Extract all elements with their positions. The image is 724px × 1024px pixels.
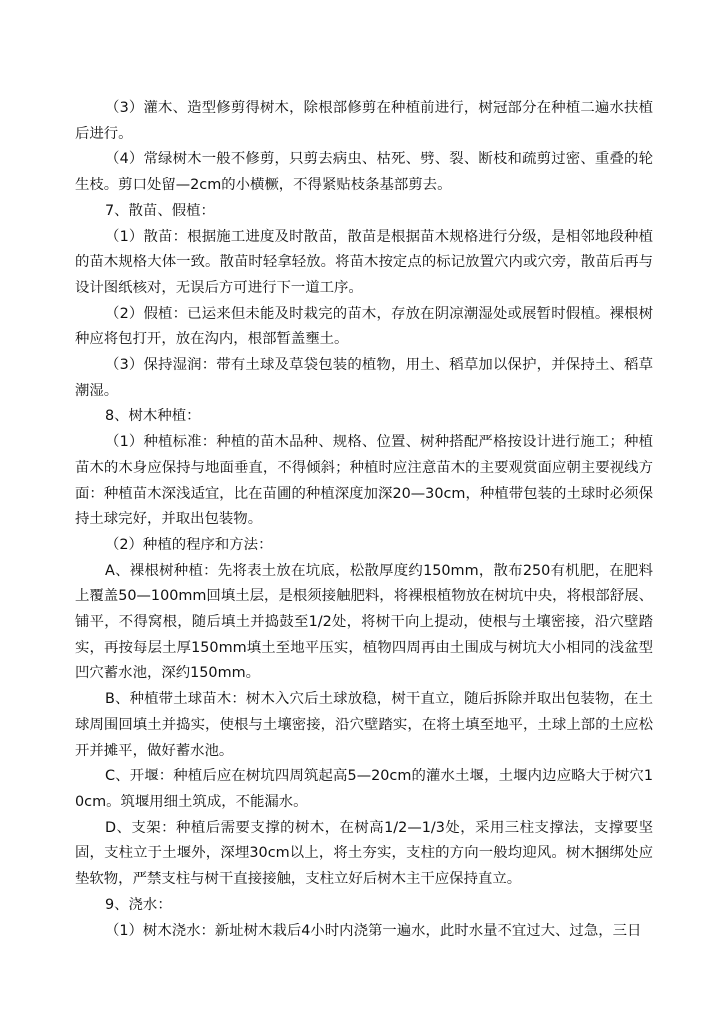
paragraph-evergreen-pruning: （4）常绿树木一般不修剪，只剪去病虫、枯死、劈、裂、断枝和疏剪过密、重叠的轮生枝。剪口处留—2cm的小横橛，不得紧贴枝条基部剪去。 (75, 151, 653, 194)
paragraph-bare-root-planting: A、裸根树种植：先将表土放在坑底，松散厚度约150mm，散布250有机肥，在肥料上覆盖50—100mm回填土层，是根须接触肥料，将裸根植物放在树坑中央，将根部舒展、铺平，不得窝根，随后填土并捣鼓至1/2处，将树干向上提动，使根与土壤密接，沿穴壁踏实，再按每层土厚150mm填土至地平压实，植物四周再由土围成与树坑大小相同的浅盆型凹穴蓄水池，深约150mm。 (75, 562, 653, 682)
paragraph-tree-watering: （1）树木浇水：新址树木栽后4小时内浇第一遍水，此时水量不宜过大、过急，三日 (105, 922, 642, 939)
paragraph-heeling-in: （2）假植：已运来但未能及时栽完的苗木，存放在阴凉潮湿处或展暂时假植。裸根树种应将包打开，放在沟内，根部暂盖壅土。 (75, 305, 653, 348)
paragraph-planting-procedure: （2）种植的程序和方法： (105, 536, 273, 553)
paragraph-support-frame: D、支架：种植后需要支撑的树木，在树高1/2—1/3处，采用三柱支撑法，支撑要坚固，支柱立于土堰外，深埋30cm以上，将土夯实，支柱的方向一般均迎风。树木捆绑处应垫软物，严禁支柱与树干直接接触，支柱立好后树木主干应保持直立。 (75, 819, 653, 888)
section-heading-9: 9、浇水： (105, 896, 172, 913)
paragraph-root-ball-planting: B、种植带土球苗木：树木入穴后土球放稳，树干直立，随后拆除并取出包装物，在土球周围回填土并捣实，使根与土壤密接，沿穴壁踏实，在将土填至地平，土球上部的土应松开并摊平，做好蓄水池。 (75, 691, 653, 759)
document-body (75, 96, 653, 944)
section-heading-8: 8、树木种植： (105, 408, 201, 425)
paragraph-scatter-seedlings: （1）散苗：根据施工进度及时散苗，散苗是根据苗木规格进行分级，是相邻地段种植的苗木规格大体一致。散苗时轻拿轻放。将苗木按定点的标记放置穴内或穴旁，散苗后再与设计图纸核对，无误后方可进行下一道工序。 (75, 228, 653, 296)
paragraph-shrub-pruning: （3）灌木、造型修剪得树木，除根部修剪在种植前进行，树冠部分在种植二遍水扶植后进行。 (75, 100, 653, 142)
paragraph-weir-building: C、开堰：种植后应在树坑四周筑起高5—20cm的灌水土堰，土堰内边应略大于树穴10cm。筑堰用细土筑成，不能漏水。 (75, 768, 653, 810)
paragraph-keep-moist: （3）保持湿润：带有土球及草袋包装的植物，用土、稻草加以保护，并保持土、稻草潮湿。 (75, 357, 653, 399)
section-heading-7: 7、散苗、假植： (105, 202, 215, 219)
paragraph-planting-standard: （1）种植标准：种植的苗木品种、规格、位置、树种搭配严格按设计进行施工；种植苗木的木身应保持与地面垂直，不得倾斜；种植时应注意苗木的主要观赏面应朝主要视线方面：种植苗木深浅适宜，比在苗圃的种植深度加深20—30cm，种植带包装的土球时必须保持土球完好，并取出包装物。 (75, 434, 653, 528)
